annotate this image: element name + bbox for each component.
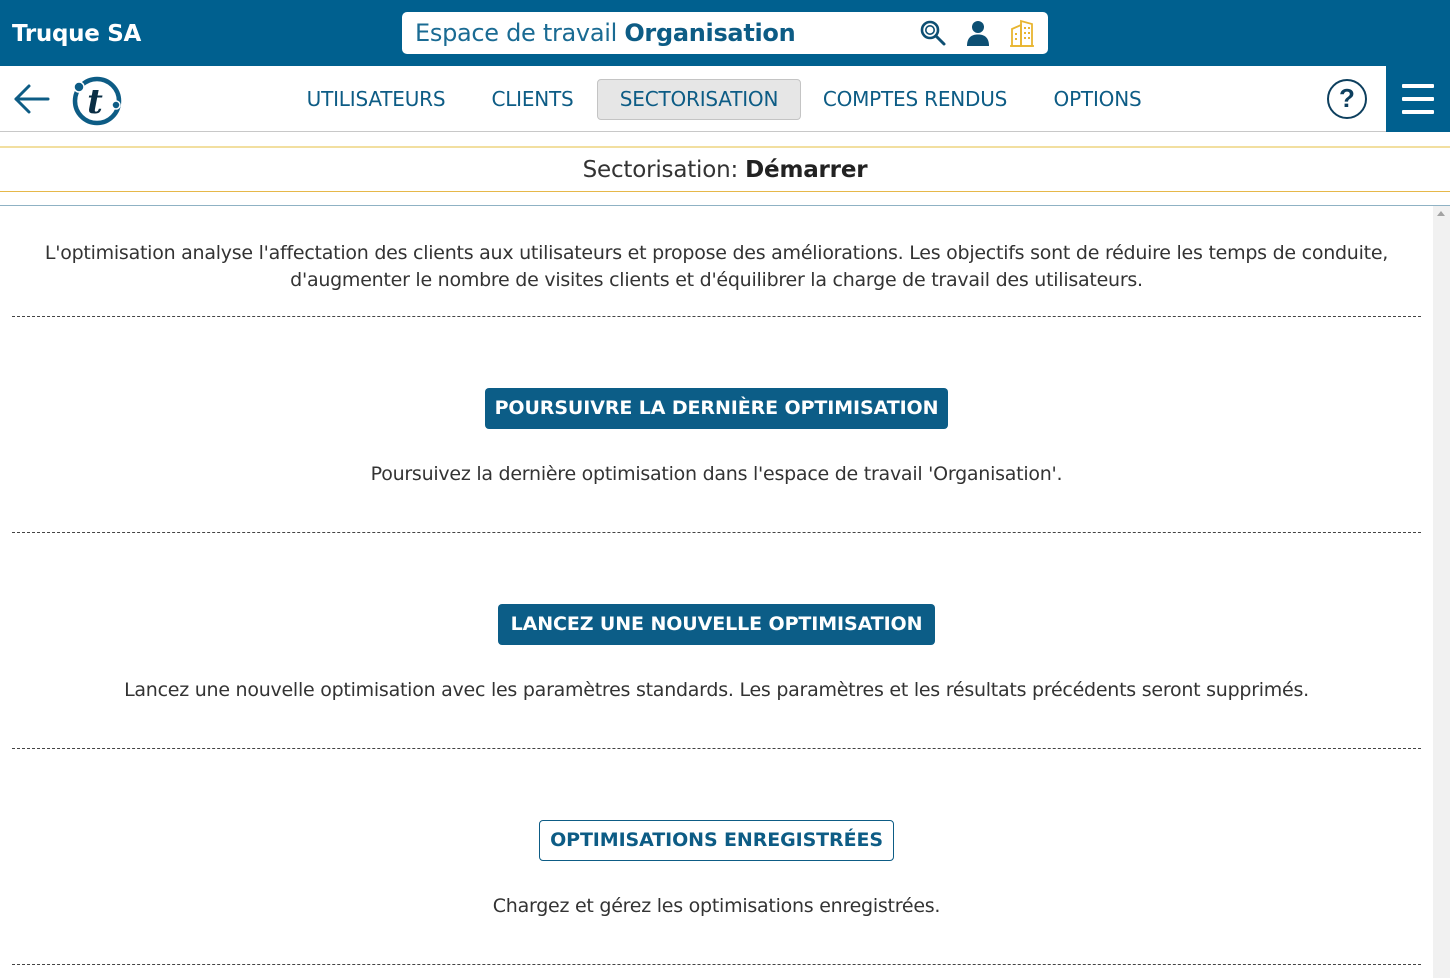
workspace-selector[interactable] [402,12,1048,54]
new-optimization-button[interactable]: LANCEZ UNE NOUVELLE OPTIMISATION [498,604,935,645]
saved-optimizations-button[interactable]: OPTIMISATIONS ENREGISTRÉES [539,820,894,861]
divider [12,748,1421,749]
hamburger-menu-icon[interactable] [1386,66,1450,132]
company-name: Truque SA [12,21,141,47]
page-title [583,157,868,183]
top-header [0,0,1450,66]
main-navigation [0,66,1450,132]
tab-comptes-rendus[interactable]: COMPTES RENDUS [822,87,1008,111]
workspace-label[interactable] [415,18,795,48]
building-icon[interactable] [1008,19,1036,47]
tab-sectorisation[interactable]: SECTORISATION [597,79,801,120]
tab-options[interactable]: OPTIONS [1053,87,1142,111]
divider [12,532,1421,533]
saved-optimizations-description: Chargez et gérez les optimisations enregistrées. [492,895,941,917]
page-title-prefix: Sectorisation: [582,157,739,183]
workspace-name: Organisation [624,19,796,47]
tab-utilisateurs[interactable]: UTILISATEURS [306,87,446,111]
page-title-bar [0,146,1450,192]
intro-text [12,240,1421,294]
search-icon[interactable] [919,19,947,47]
arrow-left-icon[interactable] [12,82,52,116]
page-title-strong: Démarrer [745,157,868,183]
divider [12,964,1421,965]
intro-line-2: d'augmenter le nombre de visites clients et d'équilibrer la charge de travail des utilisateurs. [290,269,1143,291]
svg-text:t: t [87,82,103,122]
tab-clients[interactable]: CLIENTS [491,87,574,111]
new-optimization-description: Lancez une nouvelle optimisation avec les paramètres standards. Les paramètres et les résultats précédents seront supprimés. [124,679,1309,701]
t-logo-icon[interactable] [71,75,123,127]
continue-last-optimization-description: Poursuivez la dernière optimisation dans l'espace de travail 'Organisation'. [370,463,1063,485]
user-icon[interactable] [964,19,992,47]
help-button[interactable]: ? [1327,79,1367,119]
scroll-up-arrow-icon[interactable] [1437,211,1445,216]
divider [12,316,1421,317]
main-content [0,206,1433,978]
vertical-scrollbar[interactable] [1433,206,1450,978]
intro-line-1: L'optimisation analyse l'affectation des clients aux utilisateurs et propose des améliorations. Les objectifs sont de réduire les temps de conduite, [44,242,1389,264]
continue-last-optimization-button[interactable]: POURSUIVRE LA DERNIÈRE OPTIMISATION [485,388,948,429]
workspace-prefix: Espace de travail [415,19,617,47]
